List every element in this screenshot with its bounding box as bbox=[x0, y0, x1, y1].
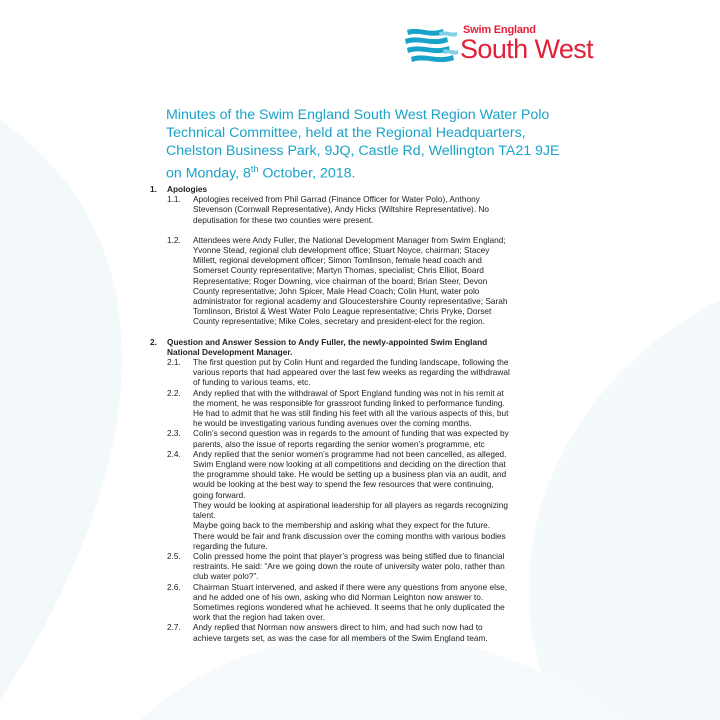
item-text bbox=[193, 235, 523, 327]
item-spacer bbox=[150, 327, 705, 337]
text-line: County representative; Mike Coles, secretary and president-elect for the region. bbox=[193, 316, 485, 327]
item-text bbox=[193, 582, 523, 623]
text-line: of funding to various teams, etc. bbox=[193, 377, 311, 388]
item-paragraph bbox=[193, 520, 523, 551]
text-line: work that the region had taken over. bbox=[193, 612, 325, 623]
item-text bbox=[193, 449, 523, 551]
item-number: 2.5. bbox=[167, 550, 181, 561]
minute-item bbox=[167, 235, 705, 327]
section-heading-text bbox=[167, 337, 547, 357]
text-line: restraints. He said: “Are we going down the route of university water polo, rather than bbox=[193, 561, 505, 572]
text-line: Colin’s second question was in regards to the amount of funding that was expected by bbox=[193, 428, 509, 439]
item-text bbox=[193, 194, 523, 225]
item-paragraph bbox=[193, 582, 523, 623]
text-line: going forward. bbox=[193, 489, 246, 500]
text-line: talent. bbox=[193, 510, 216, 521]
text-line: the moment, he was responsible for grassroot funding linked to performance funding. bbox=[193, 397, 505, 408]
text-line: Representative; Roger Downing, vice chairman of the board; Brian Steer, Devon bbox=[193, 275, 488, 286]
text-line: They would be looking at aspirational leadership for all players as regards recognizing bbox=[193, 499, 508, 510]
text-line: County representative; John Spicer, Male Head Coach; Colin Hunt, water polo bbox=[193, 285, 480, 296]
text-line: he would be investigating various funding avenues over the coming months. bbox=[193, 418, 472, 429]
logo-south-west-text: South West bbox=[460, 34, 594, 64]
swim-england-south-west-logo bbox=[403, 24, 603, 68]
item-number: 2.7. bbox=[167, 622, 181, 633]
item-number: 2.1. bbox=[167, 357, 181, 368]
title-date-text: on Monday, 8 bbox=[166, 165, 251, 182]
text-line: The first question put by Colin Hunt and regarded the funding landscape, following the bbox=[193, 357, 509, 368]
item-paragraph bbox=[193, 235, 523, 327]
section-heading-line: National Development Manager. bbox=[167, 346, 293, 357]
title-date-superscript: th bbox=[250, 164, 259, 174]
item-number: 1.2. bbox=[167, 234, 181, 245]
item-paragraph bbox=[193, 428, 523, 448]
item-paragraph bbox=[193, 622, 523, 642]
minutes-body bbox=[150, 184, 705, 643]
minute-item bbox=[167, 551, 705, 582]
text-line: Andy replied that Norman now answers direct to him, and had such now had to bbox=[193, 622, 483, 633]
text-line: Tomlinson, Bristol & West Water Polo League representative; Chris Pryke, Dorset bbox=[193, 306, 492, 317]
logo-swim-england-text: Swim England bbox=[463, 24, 536, 36]
section-heading-line: Apologies bbox=[167, 184, 208, 194]
text-line: club water polo?”. bbox=[193, 571, 259, 582]
item-number: 2.4. bbox=[167, 448, 181, 459]
item-paragraph bbox=[193, 551, 523, 582]
text-line: Apologies received from Phil Garrad (Finance Officer for Water Polo), Anthony bbox=[193, 194, 480, 205]
text-line: achieve targets set, as was the case for all members of the Swim England team. bbox=[193, 632, 488, 643]
text-line: deputisation for these two counties were present. bbox=[193, 214, 374, 225]
text-line: various reports that had appeared over the last few weeks as regarding the withdrawal bbox=[193, 367, 510, 378]
minute-item bbox=[167, 449, 705, 551]
section-number: 2. bbox=[150, 336, 157, 347]
section-heading bbox=[150, 337, 705, 357]
item-paragraph bbox=[193, 357, 523, 388]
text-line: the programme should take. He would be setting up a business plan via an audit, and bbox=[193, 469, 507, 480]
item-text bbox=[193, 428, 523, 448]
text-line: Andy replied that with the withdrawal of Sport England funding was not in his remit at bbox=[193, 387, 504, 398]
title-line: Technical Committee, held at the Regional Headquarters, bbox=[166, 125, 526, 141]
text-line: and he added one of his own, asking who did Norman Leighton now answer to. bbox=[193, 591, 484, 602]
minute-item bbox=[167, 357, 705, 388]
item-spacer bbox=[150, 225, 705, 235]
title-line bbox=[166, 160, 686, 183]
text-line: Andy replied that the senior women’s programme had not been cancelled, as alleged. bbox=[193, 448, 507, 459]
item-paragraph bbox=[193, 194, 523, 225]
text-line: Stevenson (Cornwall Representative), Andy Hicks (Wiltshire Representative). No bbox=[193, 204, 490, 215]
item-text bbox=[193, 551, 523, 582]
text-line: He had to admit that he was still finding his feet with all the various aspects of this, but bbox=[193, 408, 509, 419]
minute-item bbox=[167, 388, 705, 429]
item-number: 1.1. bbox=[167, 194, 181, 205]
section-number: 1. bbox=[150, 184, 157, 194]
text-line: would be looking at the best way to spend the few resources that were continuing, bbox=[193, 479, 494, 490]
item-paragraph bbox=[193, 388, 523, 429]
section-heading bbox=[150, 184, 705, 194]
text-line: There would be fair and frank discussion over the coming months with various bodies bbox=[193, 530, 506, 541]
text-line: Millett, regional development officer; Simon Tomlinson, female head coach and bbox=[193, 255, 482, 266]
text-line: Attendees were Andy Fuller, the National Development Manager from Swim England; bbox=[193, 234, 506, 245]
item-number: 2.3. bbox=[167, 428, 181, 439]
title-date-text: October, 2018. bbox=[258, 165, 356, 182]
item-paragraph bbox=[193, 449, 523, 500]
title-line: Minutes of the Swim England South West Region Water Polo bbox=[166, 107, 550, 123]
item-text bbox=[193, 622, 523, 642]
section-heading-text bbox=[167, 184, 547, 194]
minute-item bbox=[167, 582, 705, 623]
text-line: Chairman Stuart intervened, and asked if there were any questions from anyone else, bbox=[193, 581, 508, 592]
title-line: Chelston Business Park, 9JQ, Castle Rd, Wellington TA21 9JE bbox=[166, 143, 560, 159]
text-line: parents, also the issue of reports regarding the senior women’s programme, etc bbox=[193, 438, 485, 449]
item-paragraph bbox=[193, 500, 523, 520]
text-line: regarding the future. bbox=[193, 540, 268, 551]
item-text bbox=[193, 388, 523, 429]
document-title bbox=[166, 106, 686, 183]
minute-item bbox=[167, 622, 705, 642]
item-number: 2.2. bbox=[167, 387, 181, 398]
minute-item bbox=[167, 428, 705, 448]
text-line: Colin pressed home the point that player’s progress was being stifled due to financial bbox=[193, 550, 505, 561]
section-heading-line: Question and Answer Session to Andy Fuller, the newly-appointed Swim England bbox=[167, 336, 488, 347]
text-line: administrator for regional academy and Gloucestershire County representative; Sarah bbox=[193, 296, 508, 307]
item-number: 2.6. bbox=[167, 581, 181, 592]
item-text bbox=[193, 357, 523, 388]
text-line: Swim England were now looking at all competitions and deciding on the direction that bbox=[193, 459, 506, 470]
text-line: Maybe going back to the membership and asking what they expect for the future. bbox=[193, 520, 491, 531]
text-line: Sometimes regions wondered what he achieved. It seems that he only duplicated the bbox=[193, 601, 505, 612]
swim-england-waves-logo-icon bbox=[403, 24, 459, 68]
minute-item bbox=[167, 194, 705, 225]
text-line: Yvonne Stead, regional club development office; Stuart Noyce, chairman; Stacey bbox=[193, 245, 490, 256]
text-line: Somerset County representative; Martyn Thomas, specialist; Chris Elliot, Board bbox=[193, 265, 484, 276]
